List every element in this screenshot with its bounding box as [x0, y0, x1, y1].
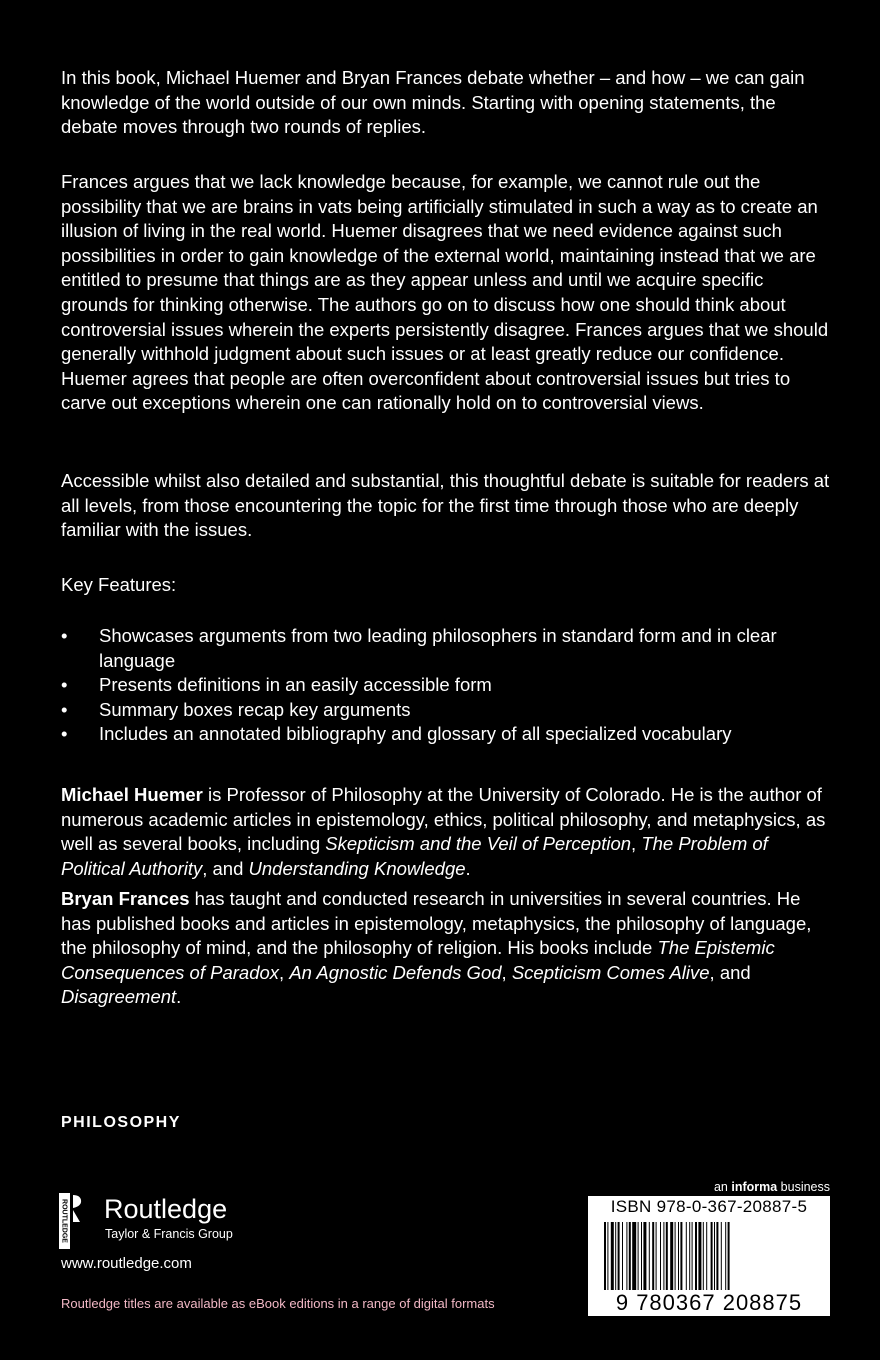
barcode-bar	[615, 1222, 616, 1290]
publisher-group: Taylor & Francis Group	[105, 1227, 233, 1241]
accessibility-paragraph	[61, 469, 831, 543]
bio-text	[61, 783, 831, 881]
bullet-icon: •	[61, 723, 68, 745]
book-title: Disagreement	[61, 986, 177, 1008]
author-name: Bryan Frances	[61, 888, 190, 909]
barcode-bar	[703, 1222, 704, 1290]
informa-tagline	[588, 1180, 830, 1194]
bio-text	[61, 887, 831, 1010]
barcode-icon	[600, 1222, 818, 1290]
barcode-bar	[686, 1222, 687, 1290]
bullet-icon: •	[61, 698, 68, 720]
barcode-bar	[611, 1222, 614, 1290]
separator: ,	[279, 961, 290, 983]
barcode-bar	[680, 1222, 682, 1290]
barcode-bar	[622, 1222, 623, 1290]
bullet-icon: •	[61, 625, 68, 646]
bio-body: is Professor of Philosophy at the University of Colorado. He is the author of numerous academic articles in epistemology, ethics, political philosophy, and metaphysics, as well as several books, including	[61, 784, 826, 855]
barcode-bar	[656, 1222, 657, 1290]
feature-text: Presents definitions in an easily accessible form	[99, 674, 492, 696]
intro-text: In this book, Michael Huemer and Bryan Frances debate whether – and how – we can gain knowledge of the world outside of our own minds. Starting with opening statements, the debate moves through two rounds of replies.	[61, 67, 805, 138]
key-features-heading-text: Key Features:	[61, 574, 177, 595]
bio-body: has taught and conducted research in universities in several countries. He has published books and articles in epistemology, metaphysics, the philosophy of language, the philosophy of mind, and the philosophy of religion. His books include	[61, 888, 812, 959]
book-title: Understanding Knowledge	[248, 857, 466, 879]
barcode-bar	[649, 1222, 650, 1290]
barcode-bar	[643, 1222, 646, 1290]
key-features-list	[61, 624, 831, 747]
barcode-bar	[652, 1222, 654, 1290]
list-item	[61, 698, 831, 723]
list-item	[61, 722, 831, 747]
subject-category: PHILOSOPHY	[61, 1114, 181, 1131]
barcode-bar	[660, 1222, 661, 1290]
isbn-number: ISBN 978-0-367-20887-5	[610, 1197, 808, 1216]
barcode-bar	[604, 1222, 606, 1290]
barcode-bar	[663, 1222, 664, 1290]
list-item	[61, 624, 831, 673]
informa-suffix: business	[777, 1180, 830, 1194]
barcode-bar	[675, 1222, 676, 1290]
barcode-bar	[670, 1222, 673, 1290]
isbn-barcode	[588, 1196, 830, 1316]
barcode-bar	[716, 1222, 718, 1290]
book-title: An Agnostic Defends God	[289, 961, 502, 983]
separator: .	[176, 986, 182, 1008]
separator: .	[465, 857, 471, 879]
separator: ,	[631, 833, 642, 855]
ebook-note: Routledge titles are available as eBook editions in a range of digital formats	[61, 1296, 495, 1311]
separator: , and	[709, 961, 751, 983]
author-bio-huemer	[61, 783, 831, 881]
barcode-bar	[689, 1222, 690, 1290]
intro-paragraph	[61, 66, 831, 140]
bullet-icon: •	[61, 674, 68, 696]
argument-text: Frances argues that we lack knowledge because, for example, we cannot rule out the possibility that we are brains in vats being artificially stimulated in such a way as to create an illusion of living in the real world. Huemer disagrees that we need evidence against such possibilities in order to gain knowledge of the external world, maintaining instead that we are entitled to presume that things are as they appear unless and until we acquire specific grounds for thinking otherwise. The authors go on to discuss how one should think about controversial issues wherein the experts persistently disagree. Frances argues that we should generally withhold judgment about such issues or at least greatly reduce our confidence. Huemer agrees that people are often overconfident about controversial issues but tries to carve out exceptions wherein one can rationally hold on to controversial views.	[61, 171, 829, 414]
barcode-bar	[638, 1222, 639, 1290]
barcode-bar	[678, 1222, 679, 1290]
book-title: Scepticism Comes Alive	[511, 961, 710, 983]
barcode-bar	[721, 1222, 722, 1290]
barcode-bar	[725, 1222, 726, 1290]
barcode-bar	[641, 1222, 642, 1290]
barcode-bar	[698, 1222, 701, 1290]
publisher-website[interactable]: www.routledge.com	[61, 1255, 192, 1272]
barcode-digits: 9 780367 208875	[615, 1290, 803, 1315]
feature-text: Summary boxes recap key arguments	[99, 698, 411, 720]
barcode-bar	[695, 1222, 697, 1290]
book-title: The Problem of Political Authority	[61, 833, 768, 879]
routledge-logo-icon	[58, 1192, 88, 1250]
argument-paragraph	[61, 170, 831, 416]
barcode-bar	[711, 1222, 713, 1290]
barcode-bar	[728, 1222, 730, 1290]
barcode-bar	[607, 1222, 608, 1290]
barcode-bar	[629, 1222, 631, 1290]
barcode-bar	[626, 1222, 627, 1290]
separator: ,	[501, 961, 512, 983]
barcode-bar	[706, 1222, 707, 1290]
key-features-heading	[61, 573, 831, 598]
publisher-name: Routledge	[104, 1194, 228, 1224]
informa-prefix: an	[713, 1180, 732, 1194]
barcode-bar	[666, 1222, 668, 1290]
author-name: Michael Huemer	[61, 784, 203, 805]
separator: , and	[202, 857, 249, 879]
informa-brand: informa	[731, 1180, 778, 1194]
book-title: Skepticism and the Veil of Perception	[325, 833, 632, 855]
publisher-logo	[58, 1192, 288, 1252]
author-bio-frances	[61, 887, 831, 1010]
barcode-bar	[618, 1222, 620, 1290]
accessibility-text: Accessible whilst also detailed and substantial, this thoughtful debate is suitable for readers at all levels, from those encountering the topic for the first time through those who are deeply familiar with the issues.	[61, 470, 830, 541]
feature-text: Showcases arguments from two leading philosophers in standard form and in clear language	[99, 625, 777, 671]
list-item	[61, 673, 831, 698]
barcode-bar	[714, 1222, 715, 1290]
book-title: The Epistemic Consequences of Paradox	[61, 937, 775, 983]
barcode-bar	[692, 1222, 693, 1290]
feature-text: Includes an annotated bibliography and glossary of all specialized vocabulary	[99, 723, 732, 745]
logo-spine-text: ROUTLEDGE	[60, 1199, 68, 1243]
barcode-bar	[632, 1222, 636, 1290]
